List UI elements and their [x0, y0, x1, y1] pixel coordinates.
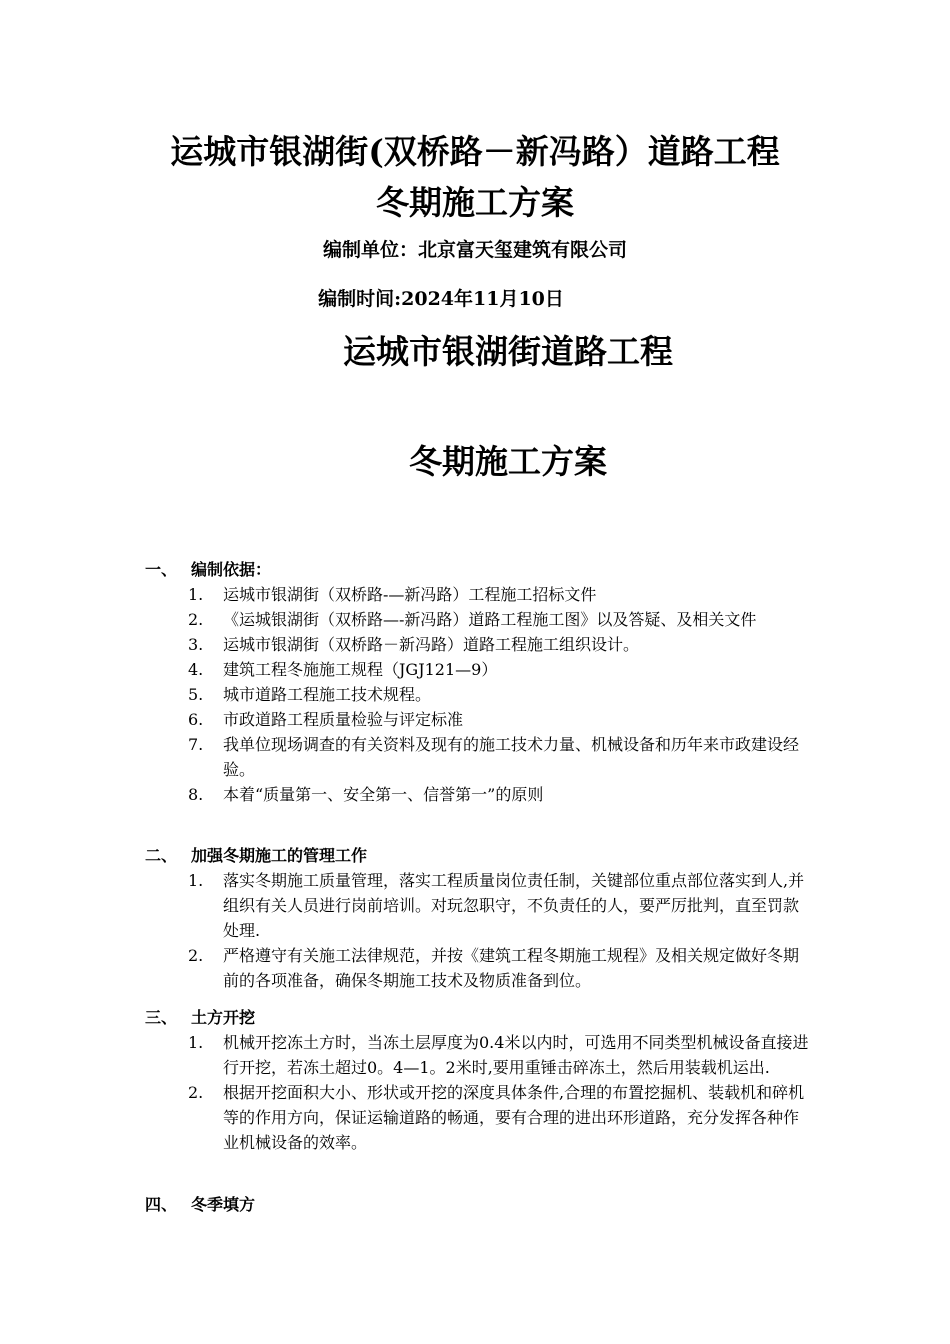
item-text: 运城市银湖街（双桥路－新冯路）道路工程施工组织设计。 [223, 635, 640, 654]
list-item [145, 943, 813, 993]
list-item [145, 1080, 813, 1155]
item-number: 7. [188, 735, 204, 754]
item-number: 2. [188, 946, 204, 965]
section-winter-fill [145, 1193, 825, 1217]
section-number: 三、 [145, 1008, 178, 1027]
list-item [145, 782, 813, 807]
item-text: 落实冬期施工质量管理，落实工程质量岗位责任制，关键部位重点部位落实到人,并组织有关人员进行岗前培训。对玩忽职守，不负责任的人，要严厉批判，直至罚款处理. [223, 871, 805, 940]
item-text: 建筑工程冬施施工规程（JGJ121—9） [223, 660, 498, 679]
section-basis [145, 558, 825, 807]
item-text: 城市道路工程施工技术规程。 [223, 685, 432, 704]
item-number: 1. [188, 871, 204, 890]
section-number: 一、 [145, 560, 178, 579]
list-item [145, 682, 813, 707]
item-number: 3. [188, 635, 204, 654]
section-title: 加强冬期施工的管理工作 [191, 846, 368, 865]
item-list [145, 1030, 825, 1155]
section-heading [145, 1006, 825, 1030]
document-title-line1: 运城市银湖街(双桥路－新冯路）道路工程 [170, 132, 780, 171]
section-number: 二、 [145, 846, 178, 865]
section-heading [145, 1193, 825, 1217]
section-title: 土方开挖 [191, 1008, 256, 1027]
subtitle-line2: 冬期施工方案 [409, 442, 607, 481]
section-heading [145, 558, 825, 582]
list-item [145, 582, 813, 607]
subtitle-line1: 运城市银湖街道路工程 [343, 332, 673, 371]
item-text: 机械开挖冻土方时，当冻土层厚度为0.4米以内时，可选用不同类型机械设备直接进行开挖，若冻土超过0。4—1。2米时,要用重锤击碎冻土，然后用装载机运出. [223, 1033, 809, 1077]
list-item [145, 1030, 813, 1080]
item-list [145, 868, 825, 993]
item-number: 2. [188, 1083, 204, 1102]
item-number: 5. [188, 685, 204, 704]
item-text: 严格遵守有关施工法律规范，并按《建筑工程冬期施工规程》及相关规定做好冬期前的各项准备，确保冬期施工技术及物质准备到位。 [223, 946, 800, 990]
section-number: 四、 [145, 1195, 178, 1214]
section-title: 冬季填方 [191, 1195, 256, 1214]
compiling-date: 编制时间:2024年11月10日 [318, 288, 564, 310]
section-management [145, 844, 825, 993]
item-list [145, 582, 825, 807]
item-text: 市政道路工程质量检验与评定标准 [223, 710, 464, 729]
item-number: 1. [188, 1033, 204, 1052]
item-number: 4. [188, 660, 204, 679]
section-excavation [145, 1006, 825, 1155]
item-number: 2. [188, 610, 204, 629]
document-title-line2: 冬期施工方案 [376, 183, 574, 222]
section-heading [145, 844, 825, 868]
item-number: 8. [188, 785, 204, 804]
list-item [145, 632, 813, 657]
item-number: 6. [188, 710, 204, 729]
item-text: 根据开挖面积大小、形状或开挖的深度具体条件,合理的布置挖掘机、装载机和碎机等的作用方向，保证运输道路的畅通，要有合理的进出环形道路，充分发挥各种作业机械设备的效率。 [223, 1083, 805, 1152]
list-item [145, 657, 813, 682]
item-number: 1. [188, 585, 204, 604]
item-text: 《运城银湖街（双桥路—-新冯路）道路工程施工图》以及答疑、及相关文件 [223, 610, 757, 629]
list-item [145, 868, 813, 943]
item-text: 运城市银湖街（双桥路-—新冯路）工程施工招标文件 [223, 585, 597, 604]
compiling-unit: 编制单位：北京富天玺建筑有限公司 [322, 239, 627, 261]
item-text: 我单位现场调查的有关资料及现有的施工技术力量、机械设备和历年来市政建设经验。 [223, 735, 800, 779]
list-item [145, 732, 813, 782]
list-item [145, 707, 813, 732]
item-text: 本着“质量第一、安全第一、信誉第一”的原则 [223, 785, 544, 804]
list-item [145, 607, 813, 632]
section-title: 编制依据： [191, 560, 272, 579]
